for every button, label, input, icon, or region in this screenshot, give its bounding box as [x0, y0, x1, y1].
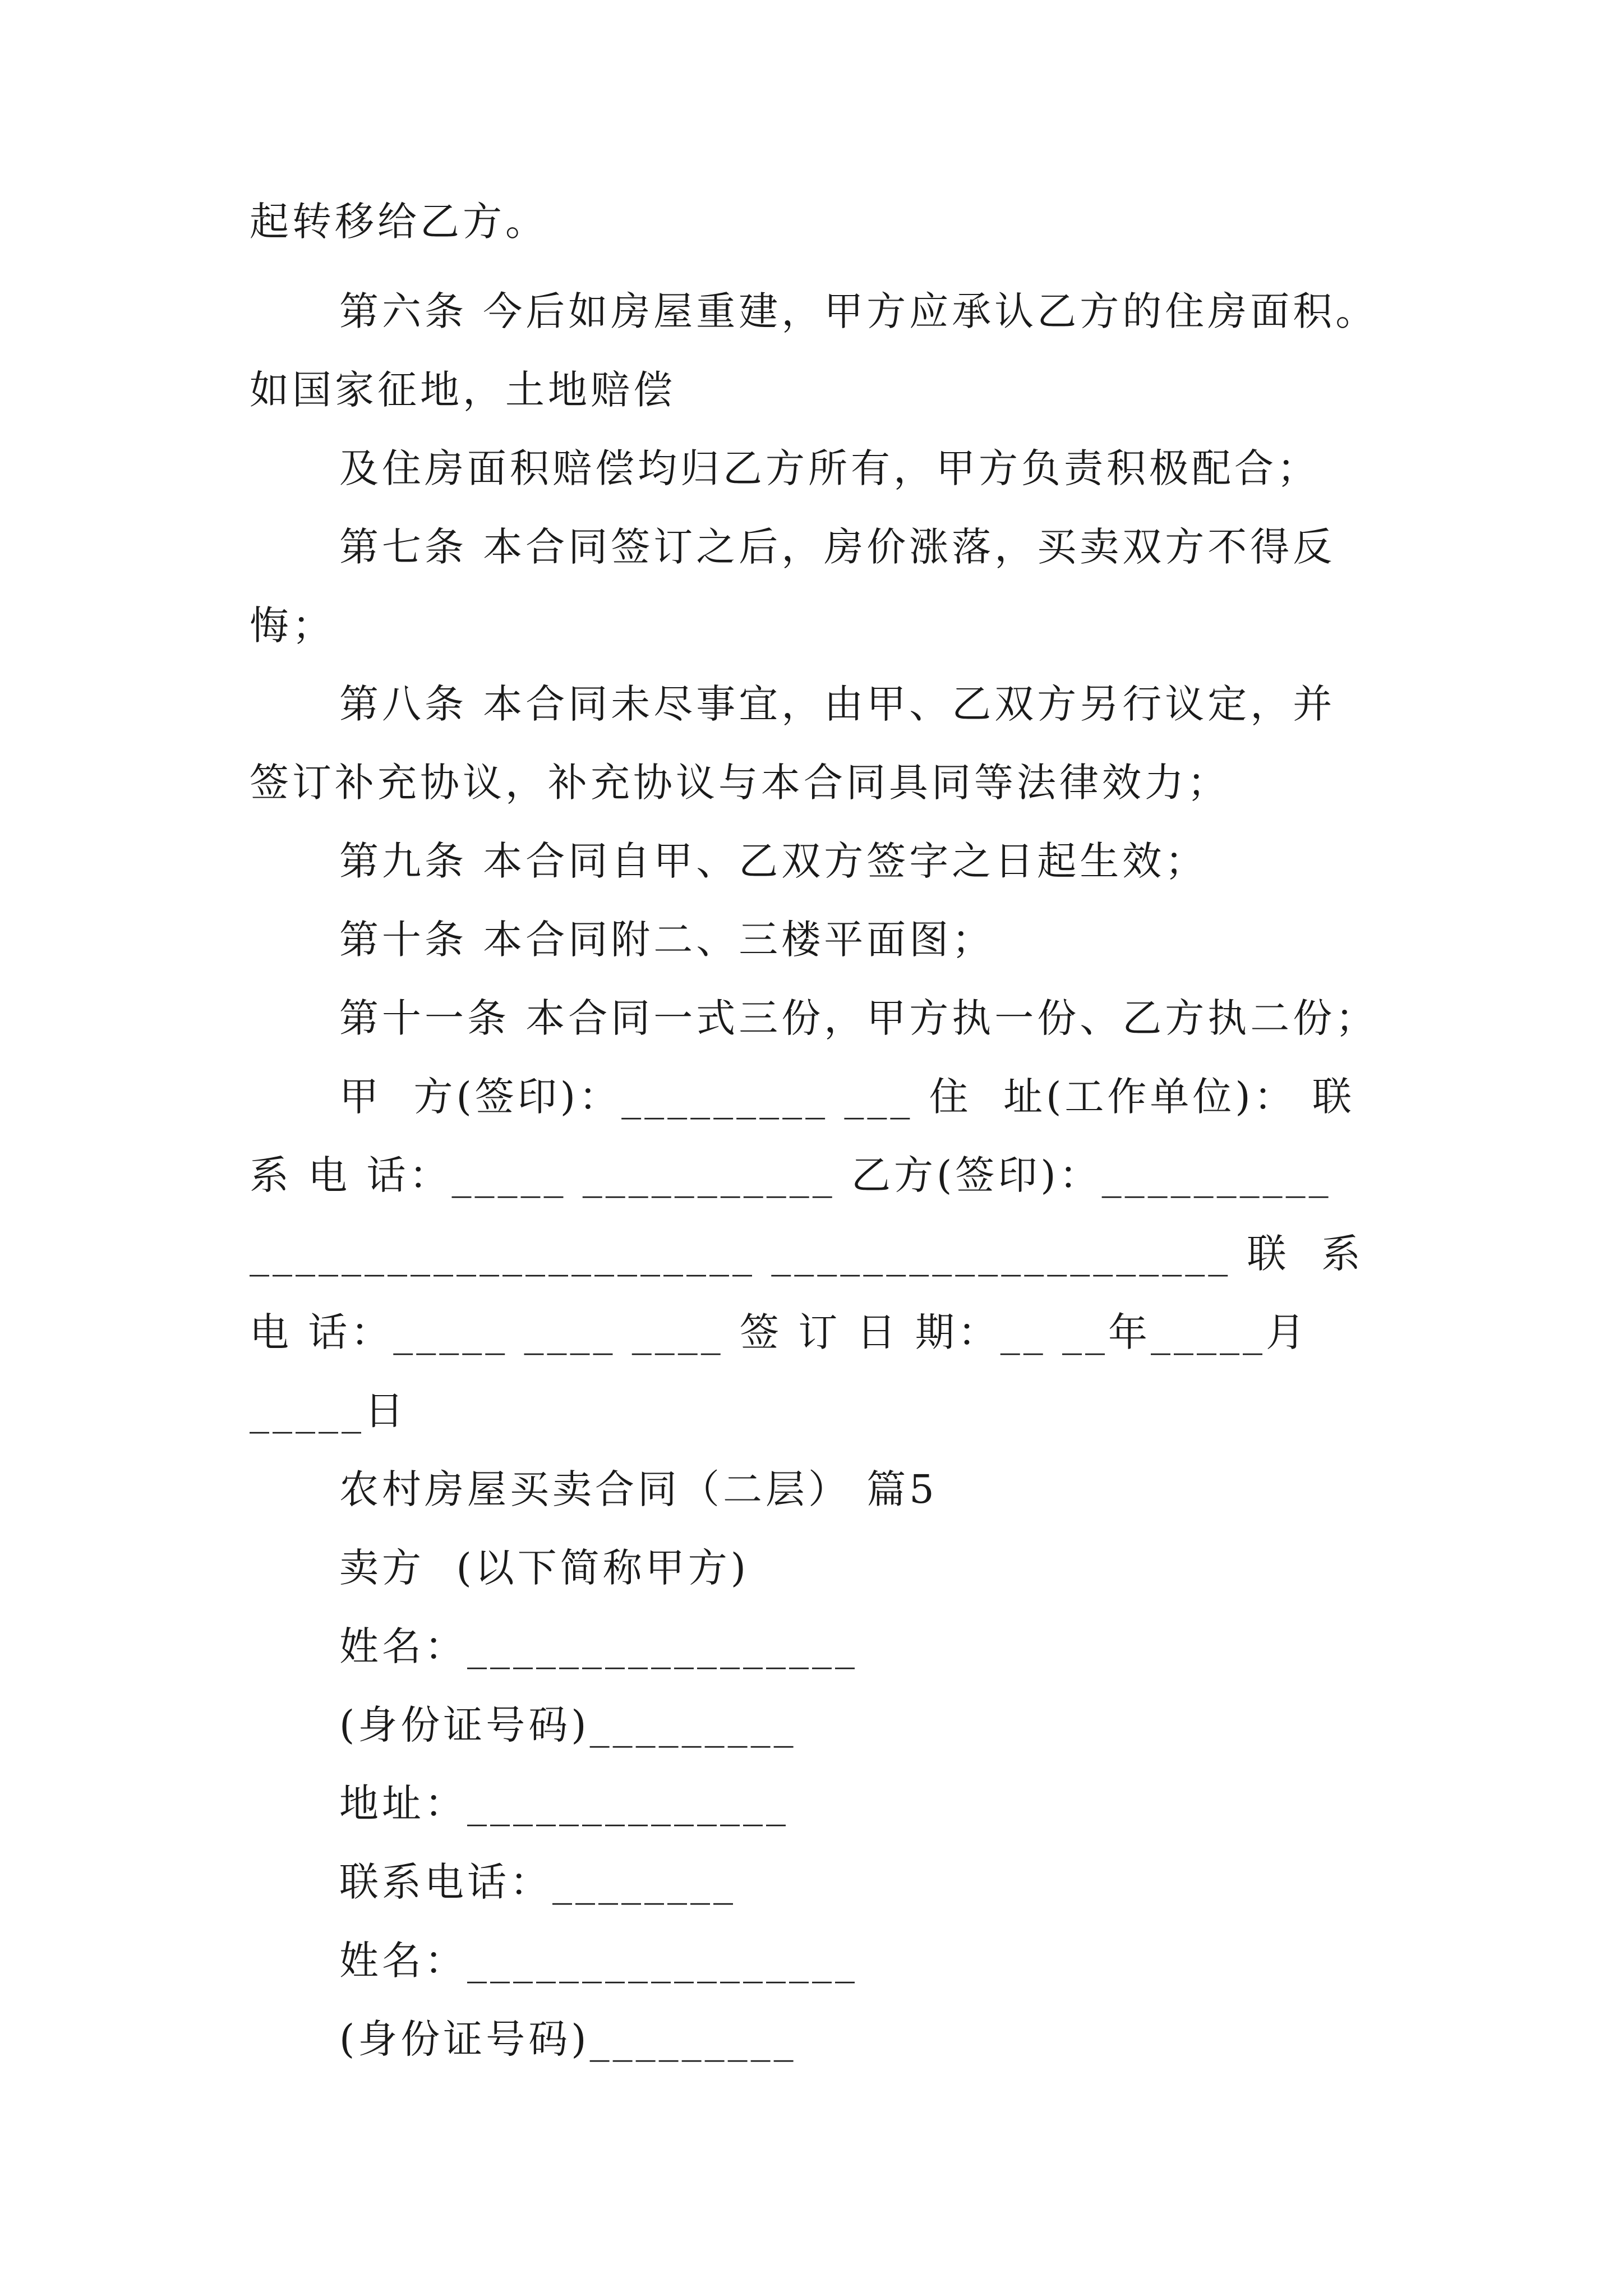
- phone-field: 联系电话：________: [339, 1859, 736, 1905]
- article-10-line: 第十条 本合同附二、三楼平面图；: [339, 917, 995, 963]
- text-line: 签订补充协议，补充协议与本合同具同等法律效力；: [250, 760, 1230, 806]
- article-9-line: 第九条 本合同自甲、乙双方签字之日起生效；: [339, 838, 1208, 884]
- signature-line: 甲 方(签印)：_________ ___ 住 址(工作单位)： 联: [339, 1074, 1355, 1120]
- text-line: 如国家征地，土地赔偿: [250, 367, 676, 413]
- section-heading: 农村房屋买卖合同（二层） 篇5: [339, 1466, 938, 1512]
- article-11-line: 第十一条 本合同一式三份，甲方执一份、乙方执二份；: [339, 995, 1378, 1041]
- text-line: _____日: [250, 1388, 407, 1434]
- name-field: 姓名：_________________: [339, 1938, 858, 1984]
- signature-line: ______________________ ____________________ 联 系: [250, 1231, 1364, 1277]
- name-field: 姓名：_________________: [339, 1623, 858, 1669]
- signing-date-line: 电 话：_____ ____ ____ 签 订 日 期：__ __年_____月: [250, 1309, 1309, 1355]
- article-8-line: 第八条 本合同未尽事宜，由甲、乙双方另行议定，并: [339, 681, 1336, 727]
- address-field: 地址：______________: [339, 1780, 789, 1826]
- id-number-field: (身份证号码)_________: [339, 1702, 797, 1748]
- signature-line: 系 电 话：_____ ___________ 乙方(签印)：__________: [250, 1152, 1332, 1198]
- article-7-line: 第七条 本合同签订之后，房价涨落，买卖双方不得反: [339, 524, 1336, 570]
- text-line: 起转移给乙方。: [250, 199, 548, 245]
- text-line: 悔；: [250, 602, 335, 648]
- article-6-line: 第六条 今后如房屋重建，甲方应承认乙方的住房面积。: [339, 288, 1378, 334]
- id-number-field: (身份证号码)_________: [339, 2016, 797, 2062]
- text-line: 及住房面积赔偿均归乙方所有，甲方负责积极配合；: [339, 445, 1320, 491]
- seller-label: 卖方 (以下简称甲方): [339, 1545, 750, 1591]
